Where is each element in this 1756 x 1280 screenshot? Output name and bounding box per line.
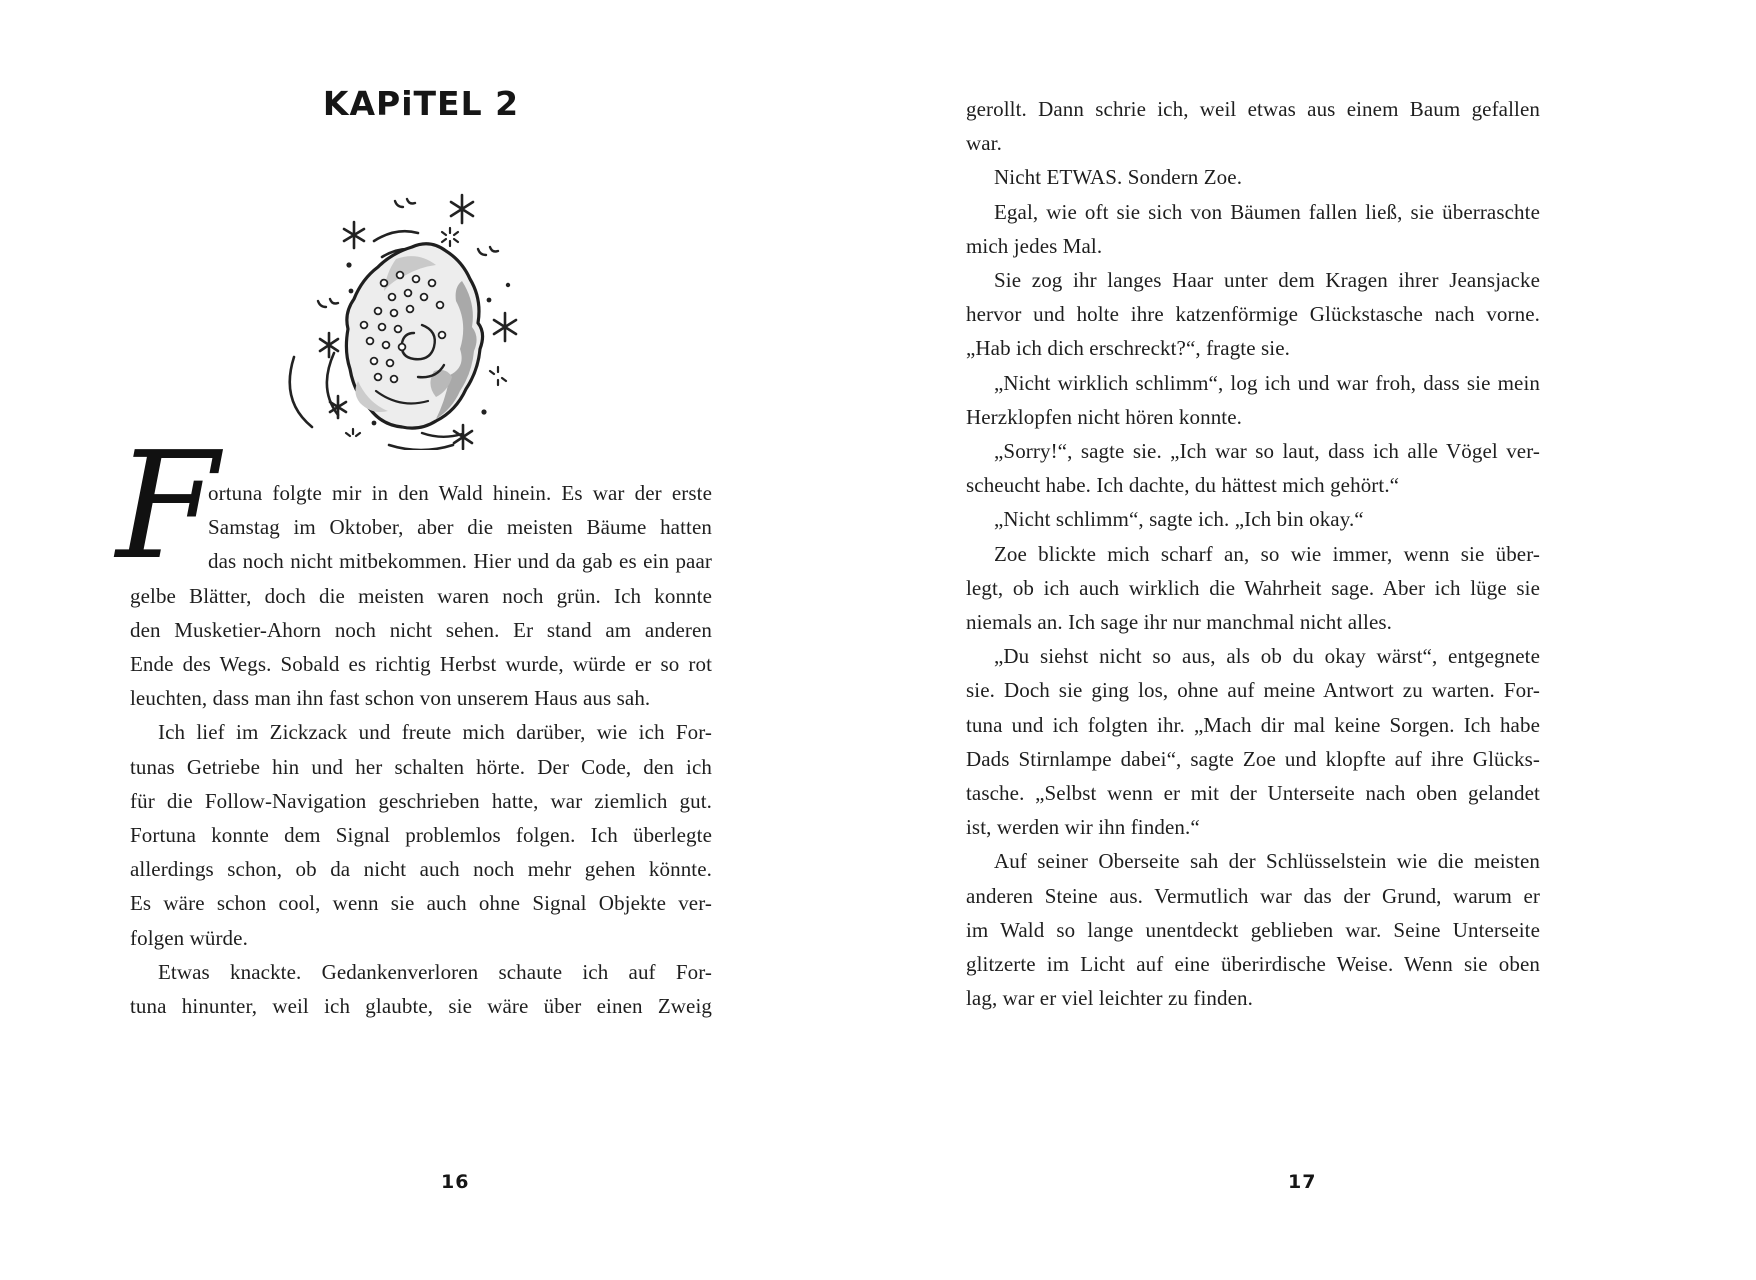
text-line: den Musketier-Ahorn noch nicht sehen. Er stand am anderen [130, 617, 712, 642]
text-line: glitzerte im Licht auf eine überirdische Weise. Wenn sie oben [966, 952, 1540, 977]
right-page [966, 92, 1540, 1015]
drop-cap-letter: F [116, 420, 219, 592]
text-line: Samstag im Oktober, aber die meisten Bäume hatten [208, 515, 712, 540]
text-line: anderen Steine aus. Vermutlich war das der Grund, warum er [966, 883, 1540, 908]
text-line: sie. Doch sie ging los, ohne auf meine Antwort zu warten. For- [966, 678, 1540, 703]
text-line: Auf seiner Oberseite sah der Schlüsselstein wie die meisten [994, 849, 1540, 874]
sparkling-stone-illustration [246, 165, 596, 450]
text-line: tunas Getriebe hin und her schalten hörte. Der Code, den ich [130, 754, 712, 779]
text-line: Es wäre schon cool, wenn sie auch ohne Signal Objekte ver- [130, 891, 712, 916]
text-line: das noch nicht mitbekommen. Hier und da gab es ein paar [208, 549, 712, 574]
text-line: war. [966, 131, 1002, 156]
text-line: Dads Stirnlampe dabei“, sagte Zoe und klopfte auf ihre Glücks- [966, 746, 1540, 771]
text-line: „Hab ich dich erschreckt?“, fragte sie. [966, 336, 1290, 361]
text-line: Fortuna konnte dem Signal problemlos folgen. Ich überlegte [130, 823, 712, 848]
drop-cap [116, 420, 219, 592]
right-page-text [966, 92, 1540, 1015]
text-line: Nicht ETWAS. Sondern Zoe. [994, 165, 1243, 190]
page-number-left: 16 [441, 1171, 470, 1193]
chapter-heading: KAPiTEL 2 [322, 84, 520, 123]
text-line: legt, ob ich auch wirklich die Wahrheit sage. Aber ich lüge sie [966, 575, 1540, 600]
text-line: Sie zog ihr langes Haar unter dem Kragen ihrer Jeansjacke [994, 268, 1540, 293]
left-page [116, 0, 712, 1023]
text-line: „Du siehst nicht so aus, als ob du okay wärst“, entgegnete [994, 644, 1540, 669]
text-line: niemals an. Ich sage ihr nur manchmal nicht alles. [966, 610, 1393, 635]
text-line: allerdings schon, ob da nicht auch noch mehr gehen könnte. [130, 857, 712, 882]
text-line: tuna und ich folgten ihr. „Mach dir mal keine Sorgen. Ich habe [966, 712, 1540, 737]
text-line: Etwas knackte. Gedankenverloren schaute ich auf For- [158, 959, 712, 984]
page-number-right: 17 [1288, 1171, 1317, 1193]
text-line: tasche. „Selbst wenn er mit der Unterseite nach oben gelandet [966, 781, 1540, 806]
text-line: Zoe blickte mich scharf an, so wie immer, wenn sie über- [994, 541, 1540, 566]
text-line: lag, war er viel leichter zu finden. [966, 986, 1253, 1011]
text-line: für die Follow-Navigation geschrieben hatte, war ziemlich gut. [130, 788, 712, 813]
text-line: folgen würde. [130, 925, 248, 950]
text-line: tuna hinunter, weil ich glaubte, sie wäre über einen Zweig [130, 994, 712, 1019]
text-line: Egal, wie oft sie sich von Bäumen fallen ließ, sie überraschte [994, 199, 1540, 224]
text-line: „Sorry!“, sagte sie. „Ich war so laut, dass ich alle Vögel ver- [994, 439, 1540, 464]
text-line: „Nicht schlimm“, sagte ich. „Ich bin okay.“ [994, 507, 1364, 532]
text-line: gerollt. Dann schrie ich, weil etwas aus einem Baum gefallen [966, 97, 1540, 121]
text-line: scheucht habe. Ich dachte, du hättest mich gehört.“ [966, 473, 1400, 498]
text-line: im Wald so lange unentdeckt geblieben war. Seine Unterseite [966, 917, 1540, 942]
text-line: Herzklopfen nicht hören konnte. [966, 404, 1243, 429]
text-line: ortuna folgte mir in den Wald hinein. Es war der erste [208, 481, 712, 505]
text-line: ist, werden wir ihn finden.“ [966, 815, 1200, 840]
text-line: Ich lief im Zickzack und freute mich darüber, wie ich For- [158, 720, 712, 745]
chapter-illustration [246, 165, 596, 450]
text-line: leuchten, dass man ihn fast schon von unserem Haus aus sah. [130, 686, 651, 711]
text-line: hervor und holte ihre katzenförmige Glückstasche nach vorne. [966, 302, 1540, 327]
text-line: Ende des Wegs. Sobald es richtig Herbst wurde, würde er so rot [130, 652, 712, 677]
text-line: gelbe Blätter, doch die meisten waren noch grün. Ich konnte [130, 583, 712, 608]
left-page-body [116, 420, 712, 1023]
text-line: mich jedes Mal. [966, 233, 1103, 258]
text-line: „Nicht wirklich schlimm“, log ich und war froh, dass sie mein [994, 370, 1540, 395]
